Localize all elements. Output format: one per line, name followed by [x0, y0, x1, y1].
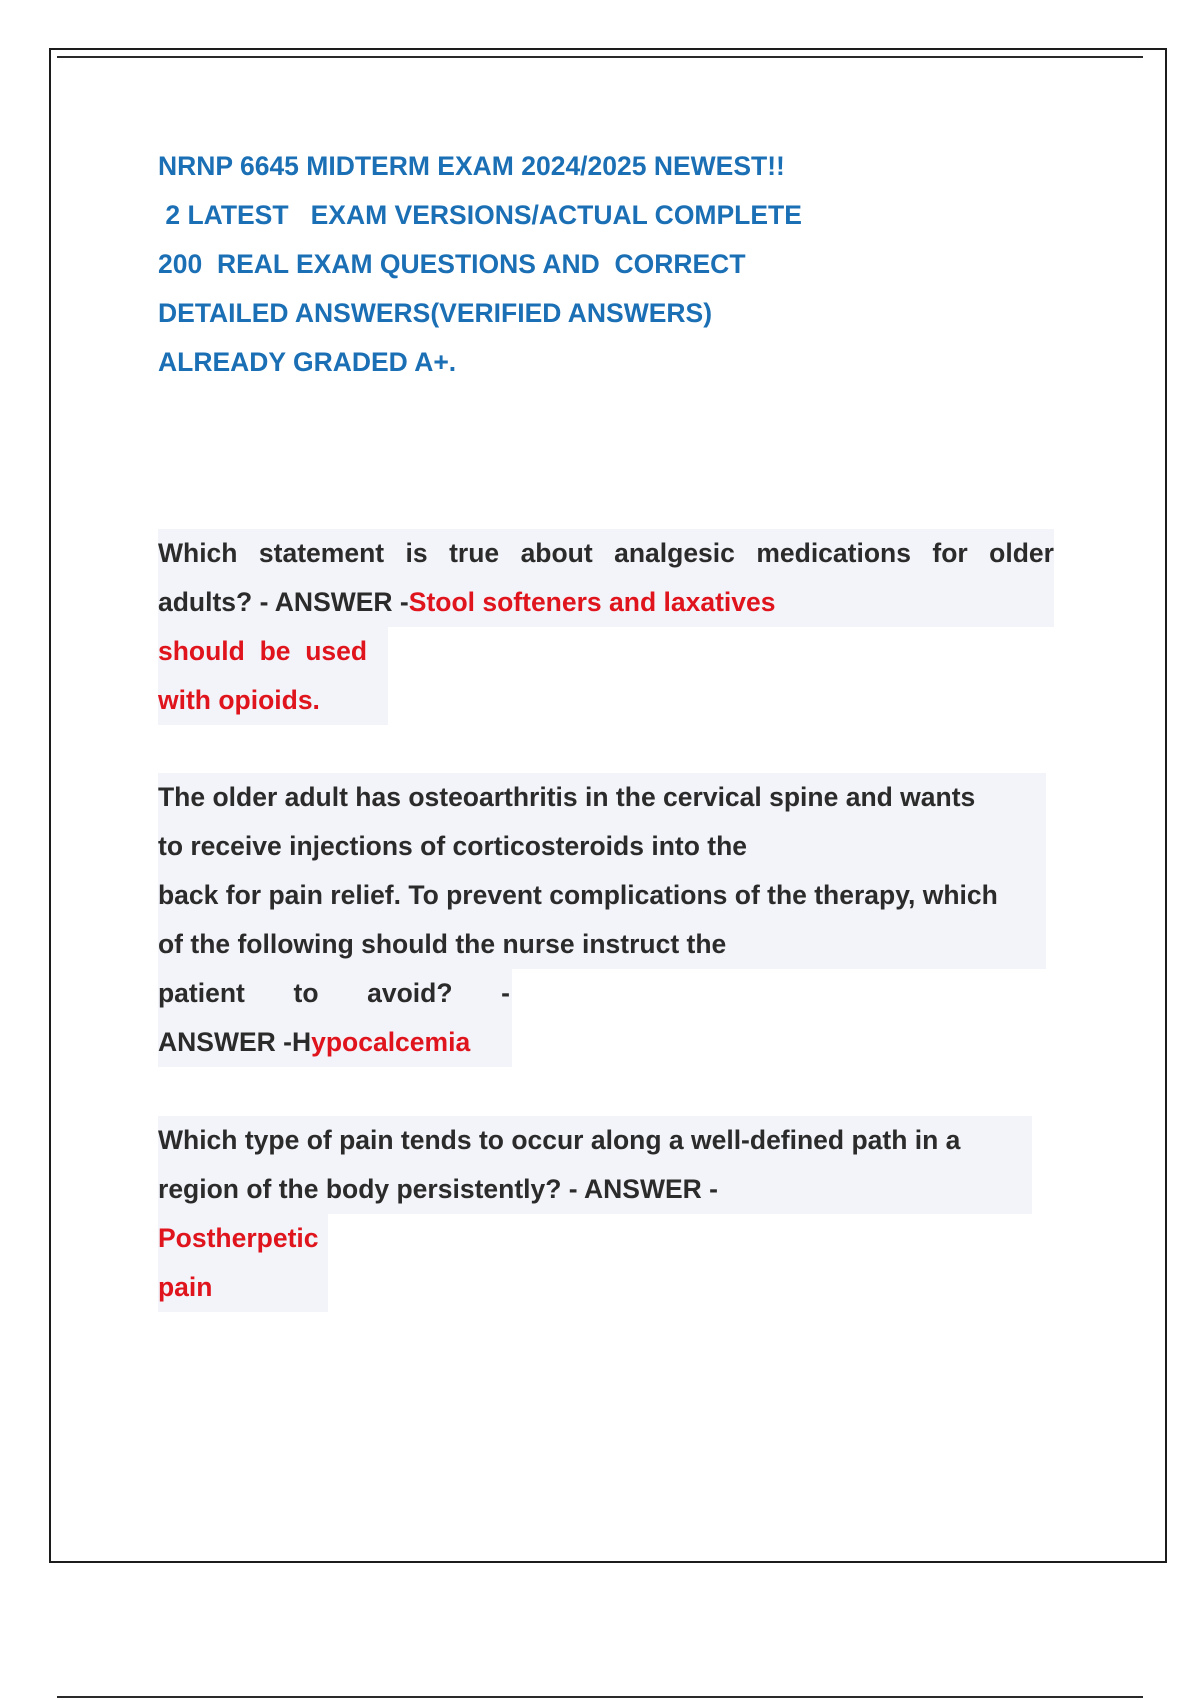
question-1-text: adults? - ANSWER -	[158, 587, 409, 617]
word: patient	[158, 978, 245, 1008]
question-block-3	[158, 1116, 1032, 1312]
word: medications	[756, 538, 911, 568]
title-line-5: ALREADY GRADED A+.	[158, 347, 457, 377]
word: avoid?	[367, 978, 453, 1008]
word: statement	[258, 538, 385, 568]
question-block-1	[158, 529, 1054, 725]
question-2-line-3: back for pain relief. To prevent complications of the therapy, which	[158, 880, 998, 910]
answer-1-part-2: should be used	[158, 636, 368, 666]
word: about	[520, 538, 593, 568]
title-line-3: 200 REAL EXAM QUESTIONS AND CORRECT	[158, 249, 746, 279]
answer-2: ypocalcemia	[311, 1027, 471, 1057]
word: is	[405, 538, 428, 568]
word: Which	[158, 538, 238, 568]
answer-1-part-1: Stool softeners and laxatives	[408, 587, 776, 617]
question-2-line-2: to receive injections of corticosteroids into the	[158, 831, 748, 861]
question-1-line-2	[158, 578, 1054, 627]
word: -	[501, 978, 510, 1008]
title-line-1: NRNP 6645 MIDTERM EXAM 2024/2025 NEWEST!!	[158, 151, 785, 181]
word: older	[989, 538, 1054, 568]
question-2-line-6	[158, 1018, 512, 1067]
bottom-rule	[57, 1696, 1143, 1698]
question-2-line-4: of the following should the nurse instruct the	[158, 929, 727, 959]
word: true	[449, 538, 500, 568]
question-2-line-1: The older adult has osteoarthritis in the cervical spine and wants	[158, 782, 976, 812]
document-title	[158, 142, 802, 387]
top-rule	[57, 56, 1143, 58]
question-3-line-2: region of the body persistently? - ANSWER -	[158, 1174, 718, 1204]
answer-1-part-3: with opioids.	[158, 685, 320, 715]
word: analgesic	[614, 538, 735, 568]
word: to	[293, 978, 319, 1008]
question-2-line-5	[158, 969, 510, 1018]
title-line-4: DETAILED ANSWERS(VERIFIED ANSWERS)	[158, 298, 713, 328]
question-block-2	[158, 773, 1046, 1067]
answer-2-prefix: ANSWER -H	[158, 1027, 312, 1057]
question-3-line-1: Which type of pain tends to occur along a well-defined path in a	[158, 1125, 961, 1155]
answer-3-part-1: Postherpetic	[158, 1223, 319, 1253]
question-1-line-1	[158, 529, 1054, 578]
word: for	[932, 538, 968, 568]
title-line-2: 2 LATEST EXAM VERSIONS/ACTUAL COMPLETE	[158, 200, 802, 230]
answer-3-part-2: pain	[158, 1272, 213, 1302]
